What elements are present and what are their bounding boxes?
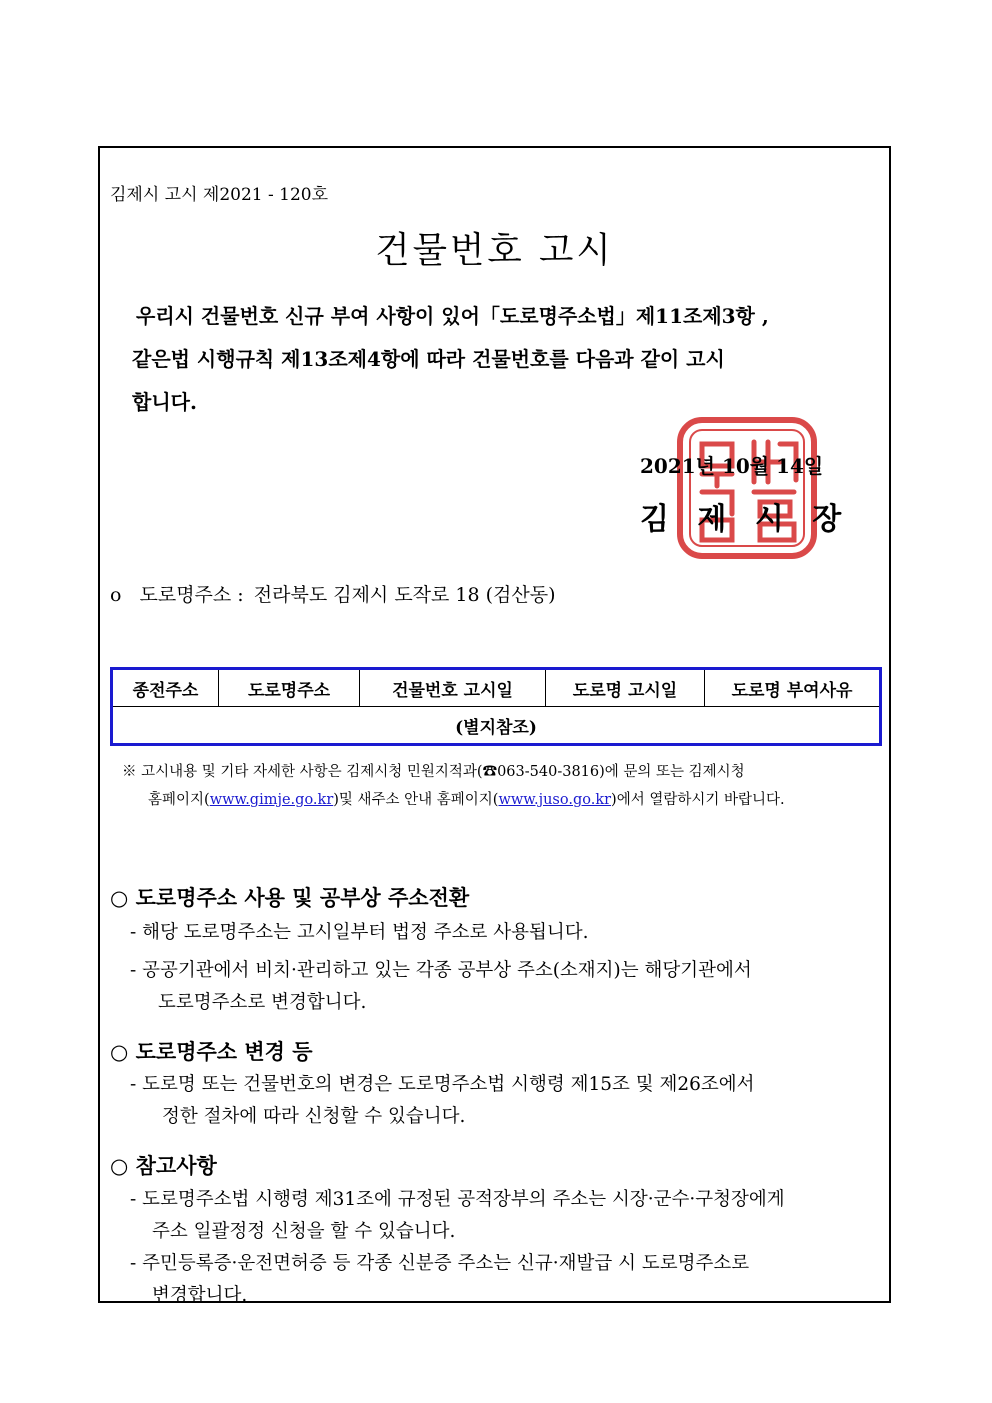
section-item-continued: 주소 일괄정정 신청을 할 수 있습니다. xyxy=(152,1221,456,1242)
section-heading: ○ 참고사항 xyxy=(110,1153,217,1178)
intro-line-3: 합니다. xyxy=(132,390,197,414)
section-item: - 주민등록증·운전면허증 등 각종 신분증 주소는 신규·재발급 시 도로명주소로 xyxy=(130,1253,750,1274)
section-item: - 도로명 또는 건물번호의 변경은 도로명주소법 시행령 제15조 및 제26조에서 xyxy=(130,1074,755,1095)
table-body-cell: (별지참조) xyxy=(112,707,881,745)
intro-line-1: 우리시 건물번호 신규 부여 사항이 있어「도로명주소법」제11조제3항 , xyxy=(136,304,769,328)
section-heading: ○ 도로명주소 변경 등 xyxy=(110,1039,313,1064)
note-text: )에서 열람하시기 바랍니다. xyxy=(611,792,785,808)
issue-date: 2021년 10월 14일 xyxy=(640,454,824,478)
page-title: 건물번호 고시 xyxy=(375,230,614,271)
building-number-table xyxy=(110,667,882,746)
section-item-continued: 정한 절차에 따라 신청할 수 있습니다. xyxy=(162,1106,466,1127)
section-heading: ○ 도로명주소 사용 및 공부상 주소전환 xyxy=(110,885,470,910)
address-bullet: o xyxy=(110,584,122,606)
table-row xyxy=(112,707,881,745)
section-item: - 해당 도로명주소는 고시일부터 법정 주소로 사용됩니다. xyxy=(130,922,589,943)
official-seal-icon xyxy=(676,416,818,560)
intro-line-2: 같은법 시행규칙 제13조제4항에 따라 건물번호를 다음과 같이 고시 xyxy=(132,347,725,371)
table-header-cell: 종전주소 xyxy=(112,669,219,707)
address-label: 도로명주소 : xyxy=(139,584,244,606)
section-item: - 공공기관에서 비치·관리하고 있는 각종 공부상 주소(소재지)는 해당기관에서 xyxy=(130,960,752,981)
gimje-homepage-link[interactable]: www.gimje.go.kr xyxy=(209,792,334,808)
note-text: )및 새주소 안내 홈페이지( xyxy=(333,792,499,808)
note-text: 홈페이지( xyxy=(148,792,210,808)
note-line-1: ※ 고시내용 및 기타 자세한 사항은 김제시청 민원지적과(☎063-540-3816)에 문의 또는 김제시청 xyxy=(122,764,745,780)
table-header-cell: 도로명 고시일 xyxy=(546,669,705,707)
road-address-line xyxy=(110,580,556,607)
notice-frame xyxy=(98,146,891,1306)
juso-homepage-link[interactable]: www.juso.go.kr xyxy=(498,792,612,808)
note-line-2 xyxy=(148,788,785,809)
table-header-cell: 도로명 부여사유 xyxy=(705,669,881,707)
section-item: - 도로명주소법 시행령 제31조에 규정된 공적장부의 주소는 시장·군수·구청장에게 xyxy=(130,1189,785,1210)
mayor-title: 김 제 시 장 xyxy=(640,502,846,537)
section-item-continued: 변경합니다. xyxy=(152,1285,248,1306)
table-header-cell: 건물번호 고시일 xyxy=(360,669,546,707)
section-item-continued: 도로명주소로 변경합니다. xyxy=(158,992,367,1013)
address-value: 전라북도 김제시 도작로 18 (검산동) xyxy=(253,584,556,606)
table-header-row xyxy=(112,669,881,707)
notice-number: 김제시 고시 제2021 - 120호 xyxy=(110,185,329,205)
table-header-cell: 도로명주소 xyxy=(219,669,360,707)
